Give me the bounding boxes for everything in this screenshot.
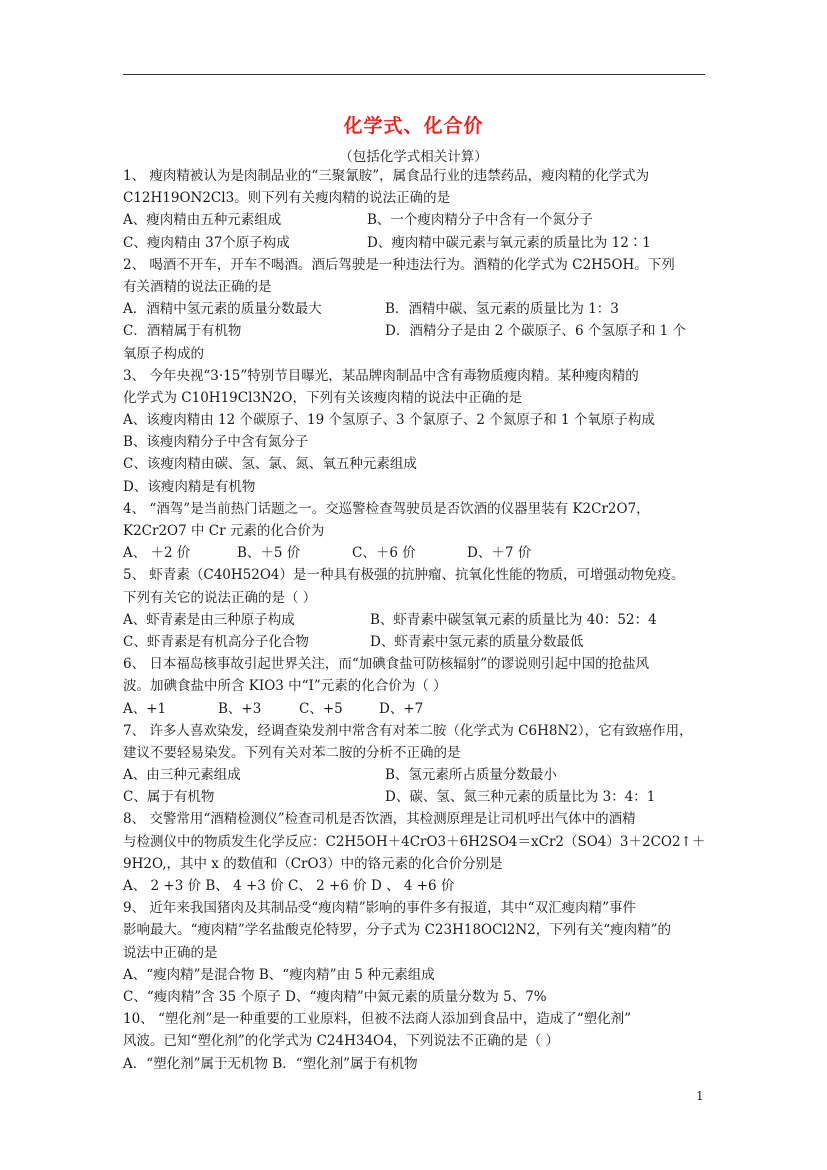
text-line: [123, 1030, 708, 1052]
text-line: [123, 875, 708, 897]
text-line: [123, 365, 708, 387]
line-segment: C．酒精属于有机物: [123, 323, 242, 340]
text-line: [123, 165, 708, 187]
text-line: [123, 476, 708, 498]
text-line: [123, 964, 708, 986]
line-segment: B、该瘦肉精分子中含有氮分子: [123, 434, 309, 451]
text-line: [123, 387, 708, 409]
text-line: [123, 254, 708, 276]
text-line: [123, 653, 708, 675]
line-segment: 下列有关它的说法正确的是（ ）: [123, 589, 317, 606]
line-segment: A、 ＋2 价: [123, 545, 191, 562]
line-segment: D、虾青素中氢元素的质量分数最低: [370, 633, 584, 650]
line-segment: D、+7: [379, 700, 424, 717]
line-segment: 10、 “塑化剂”是一种重要的工业原料，但被不法商人添加到食品中，造成了“塑化剂”: [123, 1011, 632, 1028]
line-segment: A．酒精中氢元素的质量分数最大: [123, 301, 322, 318]
line-segment: 波。加碘食盐中所含 KIO3 中“I”元素的化合价为（ ）: [123, 678, 447, 695]
text-line: [123, 786, 708, 808]
line-segment: D、＋7 价: [467, 545, 532, 562]
line-segment: A．“塑化剂”属于无机物 B．“塑化剂”属于有机物: [123, 1055, 418, 1072]
line-segment: 5、 虾青素（C40H52O4）是一种具有极强的抗肿瘤、抗氧化性能的物质，可增强动物免疫。: [123, 567, 685, 584]
line-segment: D、瘦肉精中碳元素与氧元素的质量比为 12∶1: [367, 234, 651, 251]
line-segment: 4、 “酒驾”是当前热门话题之一。交巡警检查驾驶员是否饮酒的仪器里装有 K2Cr2O7，: [123, 500, 650, 517]
line-segment: 3、 今年央视“3·15”特别节目曝光，某品牌肉制品中含有毒物质瘦肉精。某种瘦肉精的: [123, 367, 639, 384]
text-line: [123, 587, 708, 609]
line-segment: C、虾青素是有机高分子化合物: [123, 633, 309, 650]
text-line: [123, 343, 708, 365]
line-segment: B、＋5 价: [237, 545, 301, 562]
text-line: [123, 897, 708, 919]
text-line: [123, 409, 708, 431]
text-line: [123, 764, 708, 786]
text-line: [123, 831, 708, 853]
line-segment: 1、 瘦肉精被认为是肉制品业的“三聚氰胺”，属食品行业的违禁药品，瘦肉精的化学式为: [123, 168, 650, 184]
text-line: [123, 808, 708, 830]
line-segment: D、碳、氢、氮三种元素的质量比为 3：4：1: [385, 789, 656, 806]
line-segment: K2Cr2O7 中 Cr 元素的化合价为: [123, 523, 325, 539]
line-segment: A、“瘦肉精”是混合物 B、“瘦肉精”由 5 种元素组成: [123, 966, 435, 983]
page-subtitle: （包括化学式相关计算）: [339, 149, 488, 165]
text-line: [123, 675, 708, 697]
text-line: [123, 853, 708, 875]
page-number: 1: [696, 1089, 704, 1103]
text-line: [123, 1008, 708, 1030]
line-segment: B、+3: [218, 700, 262, 717]
line-segment: B、虾青素中碳氢氧元素的质量比为 40：52：4: [370, 611, 657, 628]
line-segment: 建议不要轻易染发。下列有关对苯二胺的分析不正确的是: [123, 744, 461, 761]
text-line: [123, 919, 708, 941]
text-line: [123, 276, 708, 298]
line-segment: D．酒精分子是由 2 个碳原子、6 个氢原子和 1 个: [385, 323, 687, 340]
line-segment: C、+5: [299, 700, 343, 717]
line-segment: 影响最大。“瘦肉精”学名盐酸克伦特罗，分子式为 C23H18OCl2N2，下列有关“瘦肉精”的: [123, 922, 672, 939]
line-segment: B．酒精中碳、氢元素的质量比为 1：3: [385, 301, 619, 318]
text-line: [123, 1053, 708, 1075]
text-line: [123, 520, 708, 542]
text-line: [123, 631, 708, 653]
line-segment: B、一个瘦肉精分子中含有一个氮分子: [367, 212, 593, 229]
line-segment: 风波。已知“塑化剂”的化学式为 C24H34O4，下列说法不正确的是（ ）: [123, 1033, 560, 1050]
text-line: [123, 986, 708, 1008]
text-line: [123, 187, 708, 209]
line-segment: 9H2O,，其中 x 的数值和（CrO3）中的铬元素的化合价分别是: [123, 855, 503, 872]
text-line: [123, 498, 708, 520]
line-segment: A、该瘦肉精由 12 个碳原子、19 个氢原子、3 个氯原子、2 个氮原子和 1 个氧原子构成: [123, 412, 655, 429]
text-line: [123, 298, 708, 320]
text-line: [123, 698, 708, 720]
text-line: [123, 542, 708, 564]
line-segment: A、+1: [123, 700, 167, 717]
line-segment: 有关酒精的说法正确的是: [123, 278, 272, 295]
line-segment: 8、 交警常用“酒精检测仪”检查司机是否饮酒，其检测原理是让司机呼出气体中的酒精: [123, 811, 636, 828]
text-line: [123, 232, 708, 254]
line-segment: 与检测仪中的物质发生化学反应：C2H5OH＋4CrO3＋6H2SO4＝xCr2（SO4）3＋2CO2↑＋: [123, 833, 706, 850]
line-segment: 说法中正确的是: [123, 944, 218, 961]
line-segment: C、瘦肉精由 37个原子构成: [123, 234, 290, 251]
question-list: [123, 165, 708, 1075]
line-segment: C、属于有机物: [123, 789, 215, 806]
line-segment: 化学式为 C10H19Cl3N2O，下列有关该瘦肉精的说法中正确的是: [123, 389, 522, 406]
line-segment: A、虾青素是由三种原子构成: [123, 611, 295, 628]
text-line: [123, 564, 708, 586]
line-segment: 6、 日本福岛核事故引起世界关注，而“加碘食盐可防核辐射”的谬说则引起中国的抢盐风: [123, 656, 650, 673]
text-line: [123, 742, 708, 764]
line-segment: C12H19ON2Cl3。则下列有关瘦肉精的说法正确的是: [123, 190, 451, 207]
line-segment: A、 2 +3 价 B、 4 +3 价 C、 2 +6 价 D 、 4 +6 价: [123, 878, 455, 894]
line-segment: A、由三种元素组成: [123, 767, 241, 784]
text-line: [123, 720, 708, 742]
line-segment: 9、 近年来我国猪肉及其制品受“瘦肉精”影响的事件多有报道，其中“双汇瘦肉精”事件: [123, 900, 636, 917]
text-line: [123, 320, 708, 342]
text-line: [123, 609, 708, 631]
text-line: [123, 209, 708, 231]
text-line: [123, 942, 708, 964]
line-segment: C、该瘦肉精由碳、氢、氯、氮、氧五种元素组成: [123, 456, 417, 473]
line-segment: 2、 喝酒不开车，开车不喝酒。酒后驾驶是一种违法行为。酒精的化学式为 C2H5OH。下列: [123, 256, 675, 273]
line-segment: C、“瘦肉精”含 35 个原子 D、“瘦肉精”中氮元素的质量分数为 5、7%: [123, 988, 547, 1005]
header-rule: [123, 74, 705, 75]
line-segment: 氧原子构成的: [123, 345, 204, 362]
page-title: 化学式、化合价: [343, 115, 484, 137]
line-segment: C、＋6 价: [352, 545, 416, 562]
line-segment: D、该瘦肉精是有机物: [123, 478, 256, 495]
line-segment: B、氢元素所占质量分数最小: [385, 767, 557, 784]
text-line: [123, 431, 708, 453]
line-segment: 7、 许多人喜欢染发，经调查染发剂中常含有对苯二胺（化学式为 C6H8N2），它有致癌作用，: [123, 722, 693, 739]
text-line: [123, 453, 708, 475]
line-segment: A、瘦肉精由五种元素组成: [123, 212, 282, 229]
